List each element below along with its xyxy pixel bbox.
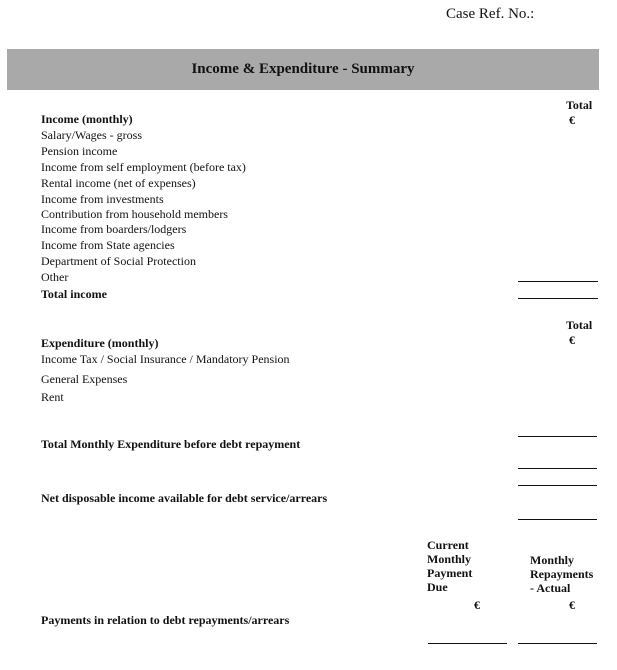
- income-item: Other: [41, 270, 69, 284]
- income-item: Income from boarders/lodgers: [41, 222, 187, 236]
- expenditure-total-header: Total: [566, 318, 593, 332]
- expenditure-item: Rent: [41, 390, 64, 404]
- other-income-line: [518, 281, 598, 282]
- expenditure-currency: €: [569, 333, 575, 347]
- monthly-repayments-header: Monthly Repayments - Actual: [530, 553, 594, 595]
- income-heading: Income (monthly): [41, 112, 133, 126]
- summary-banner: [7, 49, 599, 90]
- total-expenditure-label: Total Monthly Expenditure before debt repayment: [41, 437, 301, 451]
- net-disposable-line: [518, 519, 597, 520]
- banner-title: Income & Expenditure - Summary: [191, 61, 415, 77]
- income-total-header: Total: [566, 98, 593, 112]
- case-ref-label: Case Ref. No.:: [446, 6, 535, 22]
- total-income-line: [518, 298, 598, 299]
- repayments-currency: €: [569, 598, 575, 612]
- repayments-line: [518, 643, 597, 644]
- payment-due-line: [428, 643, 507, 644]
- income-item: Income from investments: [41, 192, 164, 206]
- expenditure-line-1: [518, 436, 597, 437]
- income-item: Income from State agencies: [41, 238, 175, 252]
- income-item: Department of Social Protection: [41, 254, 196, 268]
- income-item: Salary/Wages - gross: [41, 128, 143, 142]
- payments-label: Payments in relation to debt repayments/arrears: [41, 613, 290, 627]
- expenditure-item: General Expenses: [41, 372, 128, 386]
- payment-due-currency: €: [474, 598, 480, 612]
- expenditure-heading: Expenditure (monthly): [41, 336, 159, 350]
- income-item: Pension income: [41, 144, 118, 158]
- current-payment-header: Current Monthly Payment Due: [427, 538, 473, 594]
- income-currency: €: [569, 113, 575, 127]
- expenditure-line-2: [518, 468, 597, 469]
- income-item: Contribution from household members: [41, 207, 228, 221]
- income-item: Rental income (net of expenses): [41, 176, 196, 190]
- income-item: Income from self employment (before tax): [41, 160, 246, 174]
- expenditure-item: Income Tax / Social Insurance / Mandatory Pension: [41, 352, 290, 366]
- expenditure-line-3: [518, 485, 597, 486]
- total-income-label: Total income: [41, 287, 107, 301]
- net-disposable-label: Net disposable income available for debt service/arrears: [41, 491, 328, 505]
